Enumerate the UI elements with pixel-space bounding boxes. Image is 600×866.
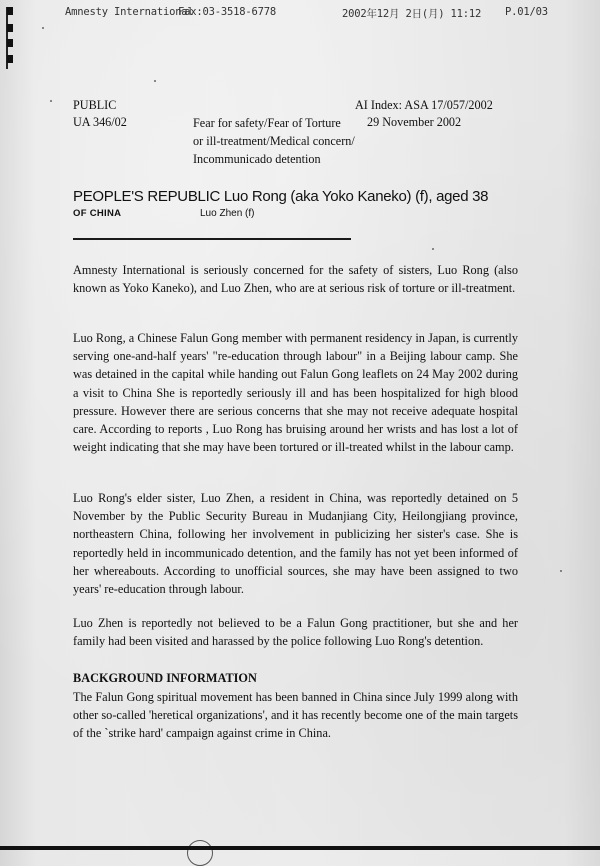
body-paragraph: Luo Zhen is reportedly not believed to be a Falun Gong practitioner, but she and her family had been visited and harassed by the police following Luo Rong's detention. <box>73 616 518 649</box>
fax-page-number: P.01/03 <box>505 6 548 18</box>
fax-sender: Amnesty International <box>65 6 194 18</box>
scan-speck <box>432 248 434 250</box>
body-paragraph: Amnesty International is seriously concerned for the safety of sisters, Luo Rong (also known as Yoko Kaneko), and Luo Zhen, who are at serious risk of torture or ill-treatment. <box>73 263 518 296</box>
scan-speck <box>50 100 52 102</box>
fax-datetime: 2002年12月 2日(月) 11:12 <box>342 8 482 20</box>
background-paragraph: The Falun Gong spiritual movement has been banned in China since July 1999 along with other so-called 'heretical organizations', and it has recently become one of the main targets of the `strike hard' campaign against crime in China. <box>73 690 518 741</box>
country-name: PEOPLE'S REPUBLIC <box>73 188 220 205</box>
fax-number: Fax:03-3518-6778 <box>178 6 276 18</box>
country-name-continued: OF CHINA <box>73 208 122 219</box>
page-bottom-edge <box>0 846 600 850</box>
concern-line: Incommunicado detention <box>193 152 321 166</box>
fax-transmission-header <box>65 6 585 20</box>
fax-edge-marks <box>6 7 14 69</box>
background-heading: BACKGROUND INFORMATION <box>73 671 257 685</box>
ai-index: AI Index: ASA 17/057/2002 <box>355 98 493 112</box>
person-1: Luo Rong (aka Yoko Kaneko) (f), aged 38 <box>223 188 489 205</box>
concern-line: or ill-treatment/Medical concern/ <box>193 134 355 148</box>
concern-types <box>193 114 355 168</box>
scan-speck <box>154 80 156 82</box>
urgent-action-number: UA 346/02 <box>73 115 127 129</box>
subject-line-1 <box>73 188 488 205</box>
person-2: Luo Zhen (f) <box>200 208 255 219</box>
scan-speck <box>560 570 562 572</box>
body-paragraph: Luo Rong's elder sister, Luo Zhen, a resident in China, was reportedly detained on 5 November by the Public Security Bureau in Mudanjiang City, Heilongjiang province, northeastern China, following her involvement in publicizing her sister's case. She is reportedly held in incommunicado detention, and the family has not yet been informed of her whereabouts. According to unofficial sources, she may have been assigned to two years' re-education through labour. <box>73 491 518 597</box>
punch-hole-mark <box>187 840 213 866</box>
header-divider <box>73 238 351 240</box>
document-date: 29 November 2002 <box>367 115 462 129</box>
scan-speck <box>42 27 44 29</box>
body-paragraph: Luo Rong, a Chinese Falun Gong member with permanent residency in Japan, is currently serving one-and-half years' "re-education through labour" in a Beijing labour camp. She was detained in the capital while handing out Falun Gong leaflets on 24 May 2002 during a visit to China She is reportedly seriously ill and has been hospitalized for high blood pressure. However there are serious concerns that she may not receive adequate hospital care. According to reports , Luo Rong has bruising around her wrists and has lost a lot of weight indicating that she may have been tortured or ill-treated whilst in the labour camp. <box>73 331 518 455</box>
classification-label: PUBLIC <box>73 98 117 112</box>
concern-line: Fear for safety/Fear of Torture <box>193 116 341 130</box>
